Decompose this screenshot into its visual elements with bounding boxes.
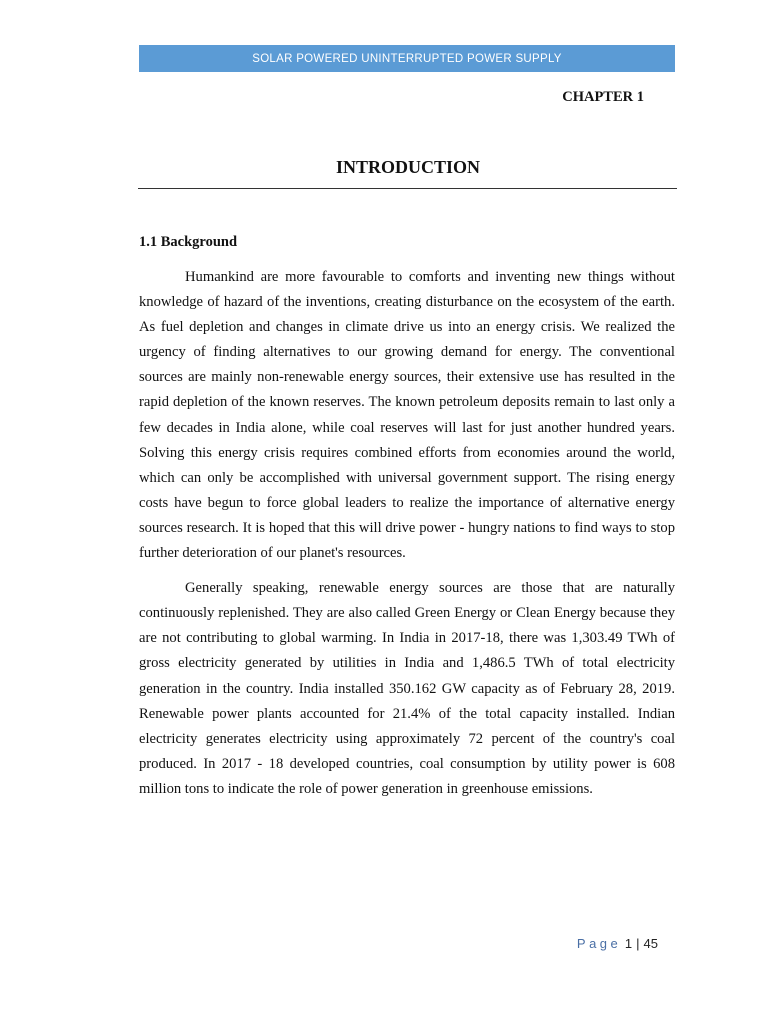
chapter-title: INTRODUCTION: [335, 157, 481, 177]
total-pages: 45: [643, 936, 658, 951]
page-separator: |: [636, 936, 640, 951]
section-body: [139, 265, 675, 812]
running-header-bar: [139, 45, 675, 72]
page-word: Page: [576, 936, 622, 951]
running-header-title: SOLAR POWERED UNINTERRUPTED POWER SUPPLY: [252, 52, 562, 65]
body-paragraph: Humankind are more favourable to comforts and inventing new things without knowledge of hazard of the inventions, creating disturbance on the ecosystem of the earth. As fuel depletion and changes in climate drive us into an energy crisis. We realized the urgency of finding alternatives to our growing demand for energy. The conventional sources are mainly non-renewable energy sources, their extensive use has resulted in the rapid depletion of the known reserves. The known petroleum deposits remain to last only a few decades in India alone, while coal reserves will last for just another hundred years. Solving this energy crisis requires combined efforts from economies around the world, which can only be accomplished with universal government support. The rising energy costs have begun to force global leaders to realize the importance of alternative energy sources research. It is hoped that this will drive power - hungry nations to find ways to stop further deterioration of our planet's resources.: [139, 269, 675, 562]
chapter-label: CHAPTER 1: [562, 89, 644, 105]
title-divider: [138, 188, 677, 189]
page-number: 1: [624, 936, 633, 951]
section-heading: 1.1 Background: [139, 234, 238, 250]
page-footer: [577, 936, 658, 951]
body-paragraph: Generally speaking, renewable energy sources are those that are naturally continuously replenished. They are also called Green Energy or Clean Energy because they are not contributing to global warming. In India in 2017-18, there was 1,303.49 TWh of gross electricity generated by utilities in India and 1,486.5 TWh of total electricity generation in the country. India installed 350.162 GW capacity as of February 28, 2019. Renewable power plants accounted for 21.4% of the total capacity installed. Indian electricity generates electricity using approximately 72 percent of the country's coal produced. In 2017 - 18 developed countries, coal consumption by utility power is 608 million tons to indicate the role of power generation in greenhouse emissions.: [139, 580, 675, 797]
